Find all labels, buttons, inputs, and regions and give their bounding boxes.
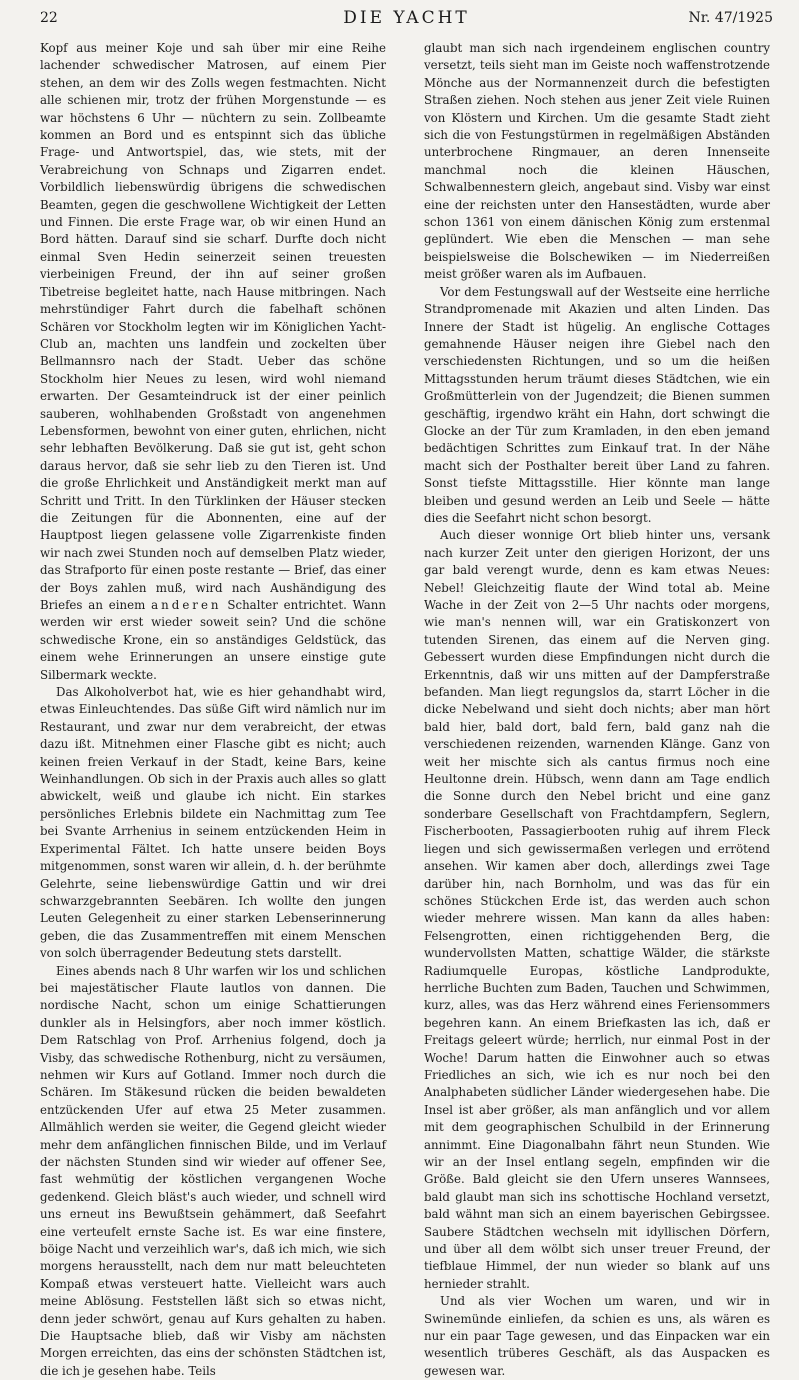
right-paragraph-4: Und als vier Wochen um waren, und wir in Swinemünde einliefen, da schien es uns, als wären es nur ein paar Tage gewesen, und das Einpacken war ein wesentlich trüberes Geschäft, als das Auspacken es gewesen war. xyxy=(424,1294,770,1378)
issue-number: Nr. 47/1925 xyxy=(688,10,773,26)
right-column xyxy=(424,40,770,1378)
right-paragraph-3: Auch dieser wonnige Ort blieb hinter uns, versank nach kurzer Zeit unter den gierigen Horizont, der uns gar bald verengt wurde, denn es kam etwas Neues: Nebel! Gleichzeitig flaute der Wind total ab. Meine Wache in der Zeit von 2—5 Uhr nachts oder morgens, wie man's nennen will, war ein Gratiskonzert von tutenden Sirenen, das einem auf die Nerven ging. Gebessert wurden diese Empfindungen nicht durch die Erkenntnis, daß wir uns mitten auf der Dampferstraße befanden. Man liegt regungslos da, starrt Löcher in die dicke Nebelwand und sieht doch nichts; aber man hört bald hier, bald dort, bald fern, bald ganz nah die verschiedenen reizenden, warnenden Klänge. Ganz von weit her mischte sich als cantus firmus noch eine Heultonne drein. Hübsch, wenn dann am Tage endlich die Sonne durch den Nebel bricht und eine ganz sonderbare Gesellschaft von Frachtdampfern, Seglern, Fischerbooten, Passagierbooten ruhig auf ihrem Fleck liegen und sich gewissermaßen verlegen und errötend ansehen. Wir kamen aber doch, allerdings zwei Tage darüber hin, nach Bornholm, und was das für ein schönes Stückchen Erde ist, das werden auch schon wieder mehrere wissen. Man kann da alles haben: Felsengrotten, einen richtiggehenden Berg, die wundervollsten Matten, schattige Wälder, die stärkste Radiumquelle Europas, köstliche Landprodukte, herrliche Buchten zum Baden, Tauchen und Schwimmen, kurz, alles, was das Herz während eines Feriensommers begehren kann. An einem Briefkasten las ich, daß er Freitags geleert würde; herrlich, nur einmal Post in der Woche! Darum hatten die Einwohner auch so etwas Friedliches an sich, wie ich es nur noch bei den Analphabeten südlicher Länder wiedergesehen habe. Die Insel ist aber größer, als man anfänglich und vor allem mit dem geographischen Schulbild in der Erinnerung annimmt. Eine Diagonalbahn fährt neun Stunden. Wie wir an der Insel entlang segeln, empfinden wir die Größe. Bald gleicht sie den Ufern unseres Wannsees, bald glaubt man sich ins schottische Hochland versetzt, bald wähnt man sich an einem bayerischen Gebirgssee. Saubere Städtchen wechseln mit idyllischen Dörfern, und über all dem wölbt sich unser treuer Freund, der tiefblaue Himmel, der nun wieder so blank auf uns hernieder strahlt. xyxy=(424,528,770,1291)
left-paragraph-1 xyxy=(40,40,386,684)
left-paragraph-1-tail: Schalter entrichtet. Wann werden wir erst wieder soweit sein? Und die schöne schwedische Krone, ein so anständiges Geldstück, das einem wehe Erinnerungen an unsere einstige gute Silbermark weckte. xyxy=(40,598,386,682)
running-header xyxy=(40,6,773,32)
right-paragraph-1: glaubt man sich nach irgendeinem englischen country versetzt, teils sieht man im Geiste noch waffenstrotzende Mönche aus der Normannenzeit durch die befestigten Straßen ziehen. Noch stehen aus jener Zeit viele Ruinen von Klöstern und Kirchen. Um die gesamte Stadt zieht sich die von Festungstürmen in regelmäßigen Abständen unterbrochene Ringmauer, an deren Innenseite manchmal noch die kleinen Häuschen, Schwalbennestern gleich, angebaut sind. Visby war einst eine der reichsten unter den Hansestädten, wurde aber schon 1361 von einem dänischen König zum erstenmal geplündert. Wie eben die Menschen — man sehe beispielsweise die Bolschewiken — im Niederreißen meist größer waren als im Aufbauen. xyxy=(424,41,770,282)
right-paragraph-2: Vor dem Festungswall auf der Westseite eine herrliche Strandpromenade mit Akazien und alten Linden. Das Innere der Stadt ist hügelig. An englische Cottages gemahnende Häuser neigen ihre Giebel nach den verschiedensten Richtungen, und so um die heißen Mittagsstunden herum träumt dieses Städtchen, wie ein Großmütterlein von der Jugendzeit; die Bienen summen geschäftig, irgendwo kräht ein Hahn, dort schwingt die Glocke an der Tür zum Kramladen, in den eben jemand bedächtigen Schrittes zum Einkauf trat. In der Nähe macht sich der Posthalter bereit über Land zu fahren. Sonst tiefste Mittagsstille. Hier könnte man lange bleiben und gesund werden an Leib und Seele — hätte dies die Seefahrt nicht schon besorgt. xyxy=(424,284,770,525)
journal-title: DIE YACHT xyxy=(343,8,470,28)
left-paragraph-3: Eines abends nach 8 Uhr warfen wir los und schlichen bei majestätischer Flaute lautlos von dannen. Die nordische Nacht, schon um einige Schattierungen dunkler als in Helsingfors, aber noch immer köstlich. Dem Ratschlag von Prof. Arrhenius folgend, doch ja Visby, das schwedische Rothenburg, nicht zu versäumen, nehmen wir Kurs auf Gotland. Immer noch durch die Schären. Im Stäkesund rücken die beiden bewaldeten entzückenden Ufer auf etwa 25 Meter zusammen. Allmählich werden sie weiter, die Gegend gleicht wieder mehr dem anfänglichen finnischen Bilde, und im Verlauf der nächsten Stunden sind wir wieder auf offener See, fast wehmütig der köstlichen vergangenen Woche gedenkend. Gleich bläst's auch wieder, und schnell wird uns erneut ins Bewußtsein gehämmert, daß Seefahrt eine verteufelt ernste Sache ist. Es war eine finstere, böige Nacht und verzeihlich war's, daß ich mich, wie sich morgens herausstellt, nach dem nur matt beleuchteten Kompaß etwas versteuert hatte. Vielleicht wars auch meine Ablösung. Feststellen läßt sich so etwas nicht, denn jeder schwört, genau auf Kurs gehalten zu haben. Die Hauptsache blieb, daß wir Visby am nächsten Morgen erreichten, das eins der schönsten Städtchen ist, die ich je gesehen habe. Teils xyxy=(40,963,386,1378)
left-paragraph-2: Das Alkoholverbot hat, wie es hier gehandhabt wird, etwas Einleuchtendes. Das süße Gift wird nämlich nur im Restaurant, und zwar nur dem verabreicht, der etwas dazu ißt. Mitnehmen einer Flasche gibt es nicht; auch keinen freien Verkauf in der Stadt, keine Bars, keine Weinhandlungen. Ob sich in der Praxis auch alles so glatt abwickelt, weiß und glaube ich nicht. Ein starkes persönliches Erlebnis bildete ein Nachmittag zum Tee bei Svante Arrhenius in seinem entzückenden Heim in Experimental Fältet. Ich hatte unsere beiden Boys mitgenommen, sonst waren wir allein, d. h. der berühmte Gelehrte, seine liebenswürdige Gattin und wir drei schwarzgebrannten Seebären. Ich wollte den jungen Leuten Gelegenheit zu einer starken Lebenserinnerung geben, die das Zusammentreffen mit einem Menschen von solch überragender Bedeutung stets darstellt. xyxy=(40,685,386,961)
page-number: 22 xyxy=(40,10,58,26)
left-column xyxy=(40,40,386,1378)
spaced-word: anderen xyxy=(151,598,222,612)
left-paragraph-1-text: Kopf aus meiner Koje und sah über mir eine Reihe lachender schwedischer Matrosen, auf einem Pier stehen, an dem wir des Zolls wegen festmachten. Nicht alle schienen mir, trotz der frühen Morgenstunde — es war höchstens 6 Uhr — nüchtern zu sein. Zollbeamte kommen an Bord und es entspinnt sich das übliche Frage- und Antwortspiel, das, wie stets, mit der Verabreichung von Schnaps und Zigarren endet. Vorbildlich liebenswürdig übrigens die schwedischen Beamten, gegen die geschwollene Wichtigkeit der Letten und Finnen. Die erste Frage war, ob wir einen Hund an Bord hätten. Darauf sind sie scharf. Durfte doch nicht einmal Sven Hedin seinerzeit seinen treuesten vierbeinigen Freund, der ihn auf seiner großen Tibetreise begleitet hatte, nach Hause mitbringen. Nach mehrstündiger Fahrt durch die fabelhaft schönen Schären vor Stockholm legten wir im Königlichen Yacht-Club an, machten uns landfein und zockelten über Bellmannsro nach der Stadt. Ueber das schöne Stockholm hier Neues zu lesen, wird wohl niemand erwarten. Der Gesamteindruck ist der einer peinlich sauberen, wohlhabenden Großstadt von angenehmen Lebensformen, bewohnt von einer guten, ehrlichen, nicht sehr lebhaften Bevölkerung. Daß sie gut ist, geht schon daraus hervor, daß sie sehr lieb zu den Tieren ist. Und die große Ehrlichkeit und Anständigkeit merkt man auf Schritt und Tritt. In den Türklinken der Häuser stecken die Zeitungen für die Abonnenten, eine auf der Hauptpost liegen gelassene volle Zigarrenkiste finden wir nach zwei Stunden noch auf demselben Platz wieder, das Strafporto für einen poste restante — Brief, das einer der Boys zahlen muß, wird nach Aushändigung des Briefes an einem xyxy=(40,41,386,612)
